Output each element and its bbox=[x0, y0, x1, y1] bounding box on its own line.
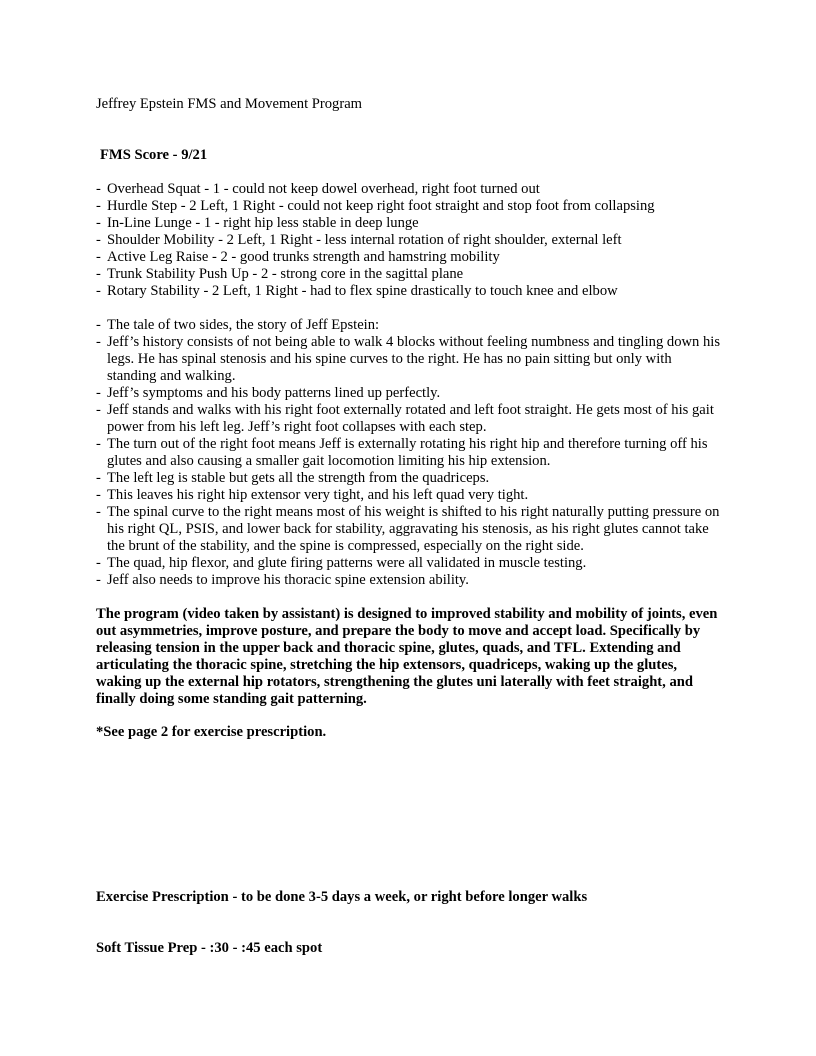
note-item: - The left leg is stable but gets all the strength from the quadriceps. bbox=[96, 470, 720, 487]
score-item: - Rotary Stability - 2 Left, 1 Right - had to flex spine drastically to touch knee and elbow bbox=[96, 283, 720, 300]
document-body bbox=[96, 96, 720, 741]
fms-score-list bbox=[96, 181, 720, 300]
fms-score-heading: FMS Score - 9/21 bbox=[100, 147, 208, 163]
note-item: - Jeff stands and walks with his right foot externally rotated and left foot straight. He gets most of his gait power from his left leg. Jeff’s right foot collapses with each step. bbox=[96, 402, 720, 436]
note-item: - The spinal curve to the right means most of his weight is shifted to his right naturally putting pressure on his right QL, PSIS, and lower back for stability, aggravating his stenosis, as his right glutes cannot take the brunt of the stability, and the spine is compressed, especially on the right side. bbox=[96, 504, 720, 555]
assessment-notes-list bbox=[96, 317, 720, 589]
note-item: - Jeff’s history consists of not being able to walk 4 blocks without feeling numbness and tingling down his legs. He has spinal stenosis and his spine curves to the right. He has no pain sitting but only with standing and walking. bbox=[96, 334, 720, 385]
note-item: - The quad, hip flexor, and glute firing patterns were all validated in muscle testing. bbox=[96, 555, 720, 572]
score-item: - Overhead Squat - 1 - could not keep dowel overhead, right foot turned out bbox=[96, 181, 720, 198]
note-item: - Jeff also needs to improve his thoracic spine extension ability. bbox=[96, 572, 720, 589]
note-item: - This leaves his right hip extensor very tight, and his left quad very tight. bbox=[96, 487, 720, 504]
document-title: Jeffrey Epstein FMS and Movement Program bbox=[96, 96, 363, 112]
note-item: - Jeff’s symptoms and his body patterns lined up perfectly. bbox=[96, 385, 720, 402]
note-item: - The tale of two sides, the story of Jeff Epstein: bbox=[96, 317, 720, 334]
note-item: - The turn out of the right foot means Jeff is externally rotating his right hip and therefore turning off his glutes and also causing a smaller gait locomotion limiting his hip extension. bbox=[96, 436, 720, 470]
score-item: - Active Leg Raise - 2 - good trunks strength and hamstring mobility bbox=[96, 249, 720, 266]
soft-tissue-prep-heading: Soft Tissue Prep - :30 - :45 each spot bbox=[96, 940, 323, 956]
exercise-prescription-heading: Exercise Prescription - to be done 3-5 days a week, or right before longer walks bbox=[96, 889, 588, 905]
score-item: - Shoulder Mobility - 2 Left, 1 Right - less internal rotation of right shoulder, external left bbox=[96, 232, 720, 249]
program-description: The program (video taken by assistant) is designed to improved stability and mobility of joints, even out asymmetries, improve posture, and prepare the body to move and accept load. Specifically by releasing tension in the upper back and thoracic spine, glutes, quads, and TFL. Extending and articulating the thoracic spine, stretching the hip extensors, quadriceps, waking up the glutes, waking up the external hip rotators, strengthening the glutes uni laterally with feet straight, and finally doing some standing gait patterning. bbox=[96, 606, 718, 707]
see-page-note: *See page 2 for exercise prescription. bbox=[96, 724, 327, 741]
score-item: - Hurdle Step - 2 Left, 1 Right - could not keep right foot straight and stop foot from collapsing bbox=[96, 198, 720, 215]
score-item: - Trunk Stability Push Up - 2 - strong core in the sagittal plane bbox=[96, 266, 720, 283]
score-item: - In-Line Lunge - 1 - right hip less stable in deep lunge bbox=[96, 215, 720, 232]
